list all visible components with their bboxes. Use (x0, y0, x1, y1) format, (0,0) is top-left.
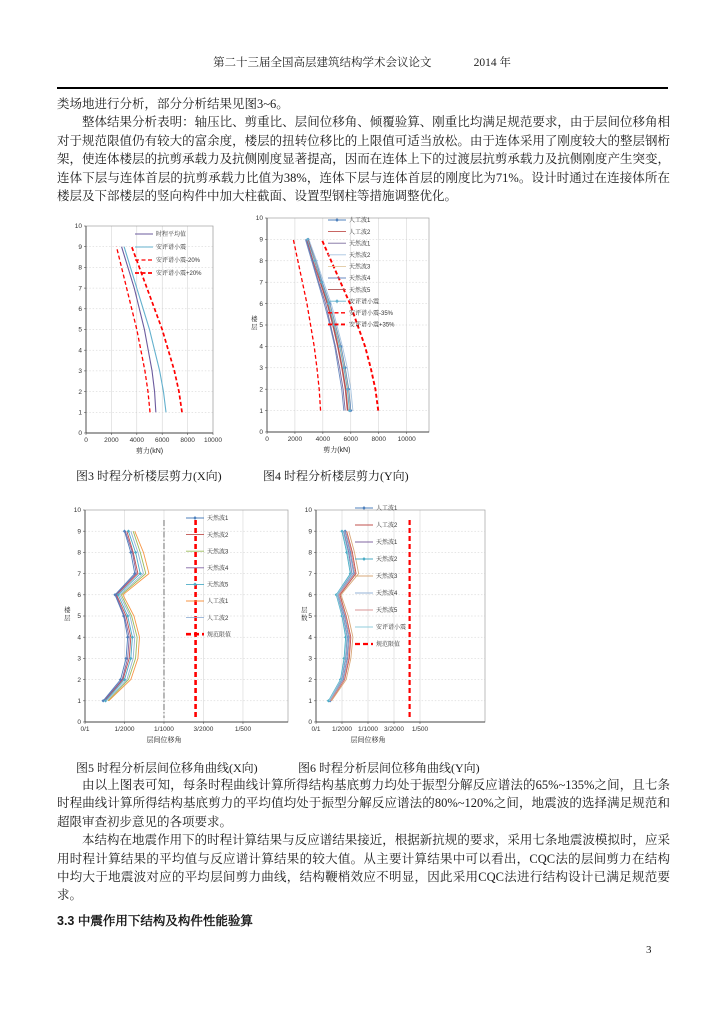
svg-text:6: 6 (308, 592, 312, 599)
svg-text:10: 10 (255, 215, 263, 223)
svg-text:1: 1 (77, 698, 81, 705)
svg-text:0: 0 (265, 436, 269, 443)
svg-text:6: 6 (78, 306, 82, 313)
svg-text:天然波5: 天然波5 (207, 582, 229, 589)
svg-text:剪力(kN): 剪力(kN) (323, 447, 351, 454)
svg-text:2: 2 (308, 676, 312, 684)
svg-text:1/1000: 1/1000 (358, 726, 378, 733)
svg-text:1/500: 1/500 (411, 726, 429, 733)
svg-text:安评谱小震-35%: 安评谱小震-35% (349, 311, 394, 317)
svg-text:8: 8 (77, 549, 81, 557)
svg-text:7: 7 (308, 570, 312, 578)
svg-text:1/2000: 1/2000 (114, 726, 135, 733)
page-header (0, 54, 724, 70)
svg-text:4: 4 (308, 634, 312, 642)
svg-text:3/2000: 3/2000 (384, 726, 404, 733)
svg-text:7: 7 (77, 570, 81, 578)
svg-text:4: 4 (78, 347, 82, 355)
caption-fig5: 图5 时程分析层间位移角曲线(X向) (76, 761, 258, 775)
svg-text:2000: 2000 (104, 437, 119, 444)
svg-text:1: 1 (259, 407, 263, 415)
svg-text:0: 0 (259, 429, 263, 437)
svg-text:4000: 4000 (129, 437, 145, 444)
chart-drift-angle-y (300, 498, 550, 760)
svg-text:6000: 6000 (154, 437, 170, 444)
svg-text:人工波2: 人工波2 (376, 523, 398, 530)
svg-text:10: 10 (74, 223, 82, 231)
svg-text:8000: 8000 (371, 436, 386, 443)
svg-text:9: 9 (259, 236, 263, 244)
svg-text:数: 数 (301, 615, 308, 622)
svg-text:6: 6 (77, 592, 81, 599)
svg-text:天然波2: 天然波2 (207, 532, 229, 539)
svg-text:8000: 8000 (180, 437, 195, 444)
svg-text:时程平均值: 时程平均值 (156, 232, 187, 239)
svg-text:规范限值: 规范限值 (207, 632, 232, 639)
svg-text:层: 层 (301, 607, 308, 614)
svg-text:5: 5 (308, 613, 312, 621)
svg-text:2: 2 (78, 388, 82, 396)
svg-text:1/2000: 1/2000 (332, 726, 352, 733)
svg-text:1: 1 (308, 698, 312, 705)
svg-text:天然波5: 天然波5 (349, 287, 371, 294)
svg-text:9: 9 (77, 528, 81, 536)
section-heading: 3.3 中震作用下结构及构件性能验算 (57, 913, 253, 928)
conference-year: 2014 年 (473, 57, 511, 69)
paragraph-1: 类场地进行分析，部分分析结果见图3~6。 (57, 97, 289, 111)
paragraph-4: 本结构在地震作用下的时程计算结果与反应谱结果接近，根据新抗规的要求，采用七条地震波模拟时，应采用时程计算结果的平均值与反应谱计算结果的较大值。从主要计算结果中可以看出，CQC法的层间剪力在结构中均大于地震波对应的平均层间剪力曲线，结构鞭梢效应不明显，因此采用CQC法进行结构设计已满足规范要求。 (57, 833, 670, 903)
chart-floor-shear-x (58, 218, 243, 468)
svg-text:5: 5 (259, 322, 263, 330)
svg-text:1/1000: 1/1000 (154, 726, 174, 733)
svg-text:8: 8 (78, 264, 82, 272)
svg-text:楼: 楼 (64, 607, 71, 614)
svg-text:天然波5: 天然波5 (376, 608, 398, 615)
svg-text:8: 8 (259, 258, 263, 265)
svg-text:10000: 10000 (397, 436, 416, 443)
svg-text:4: 4 (77, 634, 81, 642)
top-text-block (57, 95, 670, 205)
svg-text:3: 3 (308, 655, 312, 663)
svg-text:剪力(kN): 剪力(kN) (135, 448, 164, 455)
svg-text:5: 5 (78, 326, 82, 334)
svg-text:0: 0 (84, 437, 88, 444)
svg-text:人工波2: 人工波2 (349, 229, 371, 236)
svg-text:9: 9 (78, 243, 82, 251)
svg-text:安评谱小震+20%: 安评谱小震+20% (156, 271, 202, 278)
chart-floor-shear-y (250, 210, 455, 462)
svg-text:2: 2 (259, 386, 263, 394)
svg-text:2000: 2000 (287, 436, 303, 443)
paragraph-3: 由以上图表可知，每条时程曲线计算所得结构基底剪力均处于振型分解反应谱法的65%~135%之间，且七条时程曲线计算所得结构基底剪力的平均值均处于振型分解反应谱法的80%~120%之间，地震波的选择满足规范和超限审查初步意见的各项要求。 (57, 778, 670, 829)
svg-text:人工波1: 人工波1 (349, 218, 371, 225)
svg-text:天然波4: 天然波4 (207, 566, 229, 572)
svg-text:楼: 楼 (251, 316, 258, 323)
bottom-text-block (57, 776, 670, 930)
svg-text:9: 9 (308, 528, 312, 536)
svg-text:1/500: 1/500 (234, 726, 252, 733)
svg-text:4000: 4000 (315, 436, 331, 443)
svg-text:3: 3 (77, 655, 81, 663)
svg-text:安评谱小震: 安评谱小震 (376, 625, 407, 632)
svg-text:天然波4: 天然波4 (349, 276, 371, 283)
svg-text:层: 层 (64, 615, 71, 622)
svg-text:0/1: 0/1 (80, 726, 90, 733)
svg-text:5: 5 (77, 613, 81, 621)
header-rule (57, 87, 668, 89)
svg-text:人工波1: 人工波1 (376, 506, 398, 513)
page-number: 3 (646, 944, 652, 956)
svg-text:层间位移角: 层间位移角 (350, 737, 386, 744)
svg-text:安评谱小震-20%: 安评谱小震-20% (156, 258, 201, 265)
svg-text:天然波1: 天然波1 (207, 516, 229, 523)
svg-text:0: 0 (78, 430, 82, 438)
svg-text:0: 0 (308, 719, 312, 727)
svg-text:6: 6 (259, 300, 263, 308)
svg-text:安评谱小震+35%: 安评谱小震+35% (349, 322, 395, 329)
conference-title: 第二十三届全国高层建筑结构学术会议论文 (213, 57, 432, 69)
chart-drift-angle-x (58, 498, 303, 760)
svg-text:1: 1 (78, 409, 82, 417)
svg-text:天然波3: 天然波3 (376, 574, 398, 581)
svg-text:10: 10 (73, 507, 81, 515)
paragraph-2: 整体结果分析表明：轴压比、剪重比、层间位移角、倾覆验算、刚重比均满足规范要求，由于层间位移角相对于规范限值仍有较大的富余度，楼层的扭转位移比的上限值可适当放松。由于连体采用了刚度较大的整层钢桁架，使连体楼层的抗剪承载力及抗侧刚度显著提高，因而在连体上下的过渡层抗剪承载力及抗侧刚度产生突变，连体下层与连体首层的抗剪承载力比值为38%，连体下层与连体首层的刚度比为71%。设计时通过在连接体所在楼层及下部楼层的竖向构件中加大柱截面、设置型钢柱等措施调整优化。 (57, 115, 670, 204)
svg-text:0/1: 0/1 (311, 726, 321, 733)
svg-text:10000: 10000 (203, 437, 223, 444)
svg-text:6000: 6000 (343, 436, 359, 443)
svg-text:7: 7 (78, 285, 82, 293)
svg-text:3/2000: 3/2000 (193, 726, 214, 733)
svg-text:天然波2: 天然波2 (349, 253, 371, 259)
svg-text:人工波2: 人工波2 (207, 615, 229, 622)
svg-text:天然波1: 天然波1 (376, 540, 398, 547)
svg-text:安评谱小震: 安评谱小震 (349, 299, 380, 306)
svg-text:天然波1: 天然波1 (349, 241, 371, 248)
caption-fig6: 图6 时程分析层间位移角曲线(Y向) (298, 761, 480, 775)
svg-text:层: 层 (251, 324, 258, 331)
svg-text:层间位移角: 层间位移角 (146, 737, 182, 744)
svg-text:3: 3 (78, 368, 82, 376)
svg-text:3: 3 (259, 365, 263, 372)
svg-text:人工波1: 人工波1 (207, 599, 229, 606)
svg-text:天然波3: 天然波3 (207, 549, 229, 556)
svg-text:天然波2: 天然波2 (376, 557, 398, 564)
svg-text:安评谱小震: 安评谱小震 (156, 245, 187, 252)
svg-text:规范限值: 规范限值 (376, 642, 401, 649)
caption-fig3: 图3 时程分析楼层剪力(X向) (76, 469, 222, 483)
svg-text:4: 4 (259, 343, 263, 351)
caption-fig4: 图4 时程分析楼层剪力(Y向) (263, 469, 409, 483)
svg-text:10: 10 (304, 507, 312, 515)
svg-text:2: 2 (77, 676, 81, 684)
svg-text:0: 0 (77, 719, 81, 727)
svg-text:8: 8 (308, 549, 312, 557)
svg-text:天然波4: 天然波4 (376, 591, 398, 598)
svg-text:7: 7 (259, 279, 263, 287)
svg-text:天然波3: 天然波3 (349, 264, 371, 271)
